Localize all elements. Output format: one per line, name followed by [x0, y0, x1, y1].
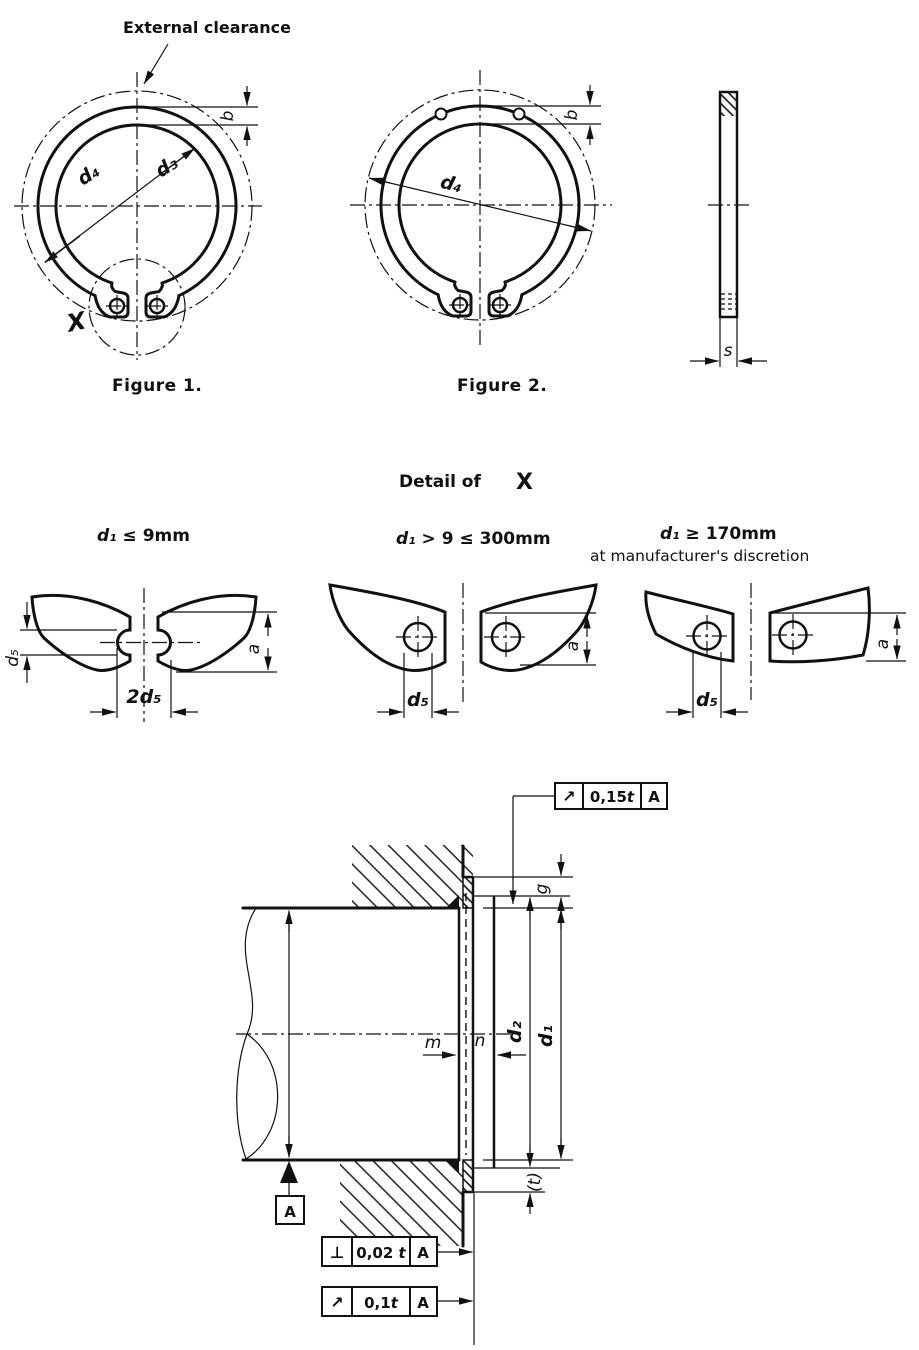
- runout-tolerance-value: 0,1t: [364, 1294, 398, 1312]
- runout-tolerance-datum: A: [417, 1294, 429, 1312]
- d4-dimension-label: d₄: [438, 170, 465, 198]
- d2-dimension-label: d₂: [504, 1021, 526, 1043]
- a-dimension-label: a: [873, 638, 893, 650]
- runout-tolerance-value: 0,15t: [589, 788, 635, 806]
- perpendicularity-tolerance-datum: A: [417, 1244, 429, 1262]
- external-clearance-arrow: [144, 44, 168, 84]
- d5-dimension-label: d₅: [696, 689, 718, 711]
- detail-x-marker: X: [64, 306, 89, 338]
- figure1-ring-front-view: [14, 44, 262, 360]
- housing-hatch-top: [352, 845, 463, 908]
- datum-triangle: [280, 1161, 298, 1183]
- d5-dimension-label: d₅: [407, 689, 429, 711]
- g-dimension-label: g: [532, 883, 552, 895]
- 2d5-dimension-label: 2d₅: [126, 686, 162, 708]
- detail-case3-drawing: [646, 583, 906, 718]
- installation-section-drawing: [236, 783, 667, 1345]
- circular-runout-icon: ↗: [562, 787, 576, 806]
- d3-dimension-label: d₃: [151, 151, 182, 183]
- s-dimension-label: s: [723, 341, 733, 361]
- m-dimension-label: m: [424, 1033, 442, 1053]
- n-dimension-label: n: [474, 1031, 486, 1051]
- ring-section-top: [463, 877, 473, 908]
- break-lens: [237, 1034, 278, 1159]
- d4-dimension-label: d₄: [73, 159, 104, 191]
- d5-dimension-label: d₅: [3, 649, 23, 667]
- case3-note: at manufacturer's discretion: [590, 547, 810, 565]
- b-dimension-label: b: [562, 109, 582, 121]
- d1-dimension-label: d₁: [535, 1025, 557, 1047]
- runout-tolerance-datum: A: [648, 788, 660, 806]
- datum-label: A: [284, 1203, 296, 1221]
- detail-title: Detail of: [399, 472, 481, 492]
- figure2-caption: Figure 2.: [457, 376, 548, 396]
- t-dimension-label: (t): [525, 1172, 545, 1192]
- perpendicularity-icon: ⊥: [329, 1243, 345, 1262]
- ring-side-view: [690, 92, 767, 367]
- external-clearance-label: External clearance: [123, 18, 291, 37]
- a-dimension-label: a: [244, 643, 264, 655]
- ring-notch: [436, 109, 447, 120]
- detail-case2-drawing: [330, 583, 596, 718]
- housing-hatch-bottom: [340, 1160, 463, 1246]
- circular-runout-icon: ↗: [330, 1293, 344, 1312]
- b-dimension-label: b: [218, 110, 238, 122]
- case1-condition: d₁ ≤ 9mm: [97, 526, 190, 546]
- perpendicularity-tolerance-value: 0,02 t: [356, 1244, 406, 1262]
- detail-title-ref: X: [516, 470, 533, 495]
- ring-section-bottom: [463, 1160, 473, 1192]
- case2-condition: d₁ > 9 ≤ 300mm: [396, 529, 551, 549]
- case3-condition: d₁ ≥ 170mm: [660, 524, 777, 544]
- figure1-caption: Figure 1.: [112, 376, 203, 396]
- a-dimension-label: a: [563, 640, 583, 652]
- ring-notch: [514, 109, 525, 120]
